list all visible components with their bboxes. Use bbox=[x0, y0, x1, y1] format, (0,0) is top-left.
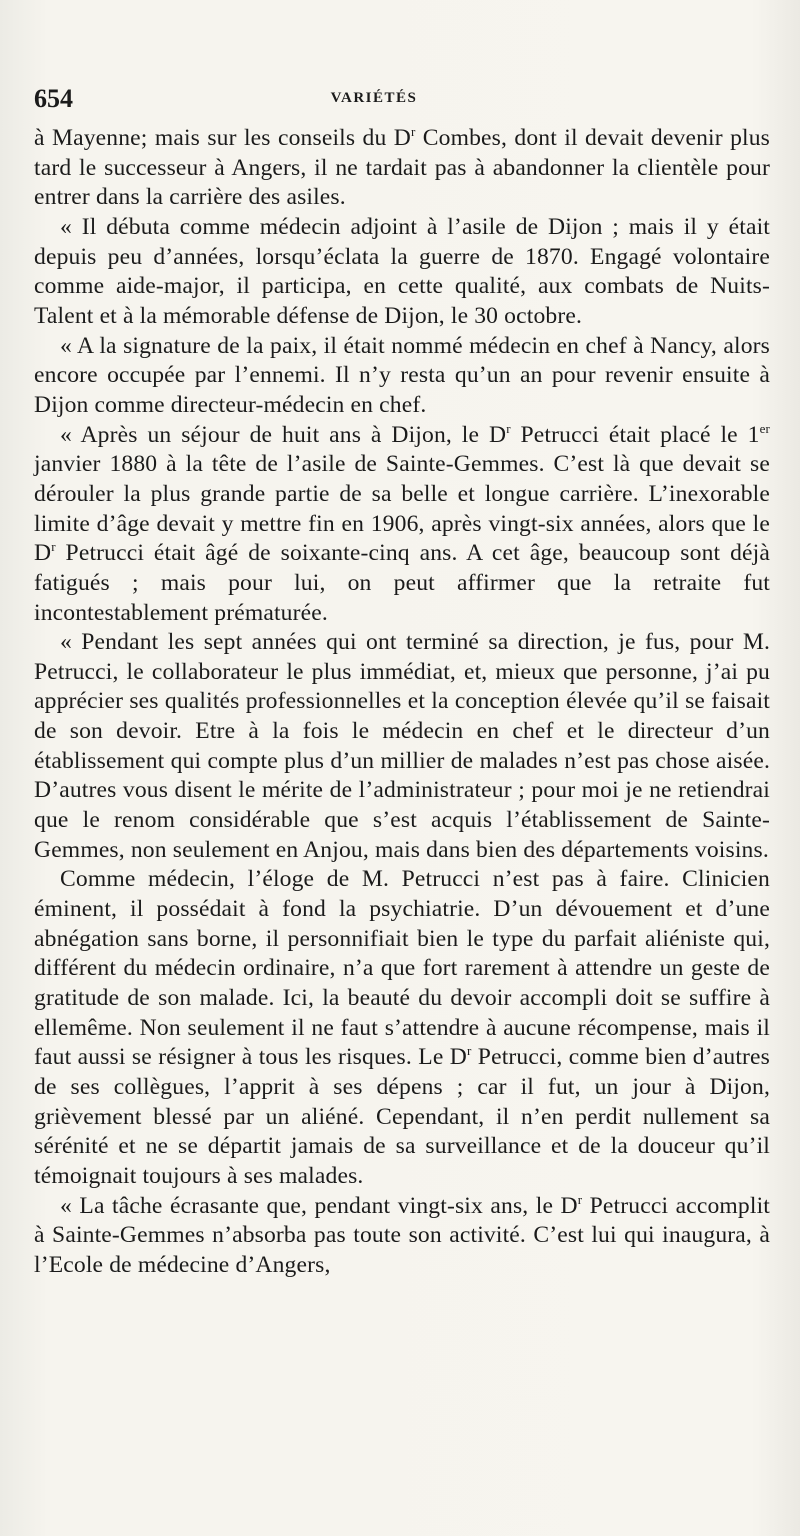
superscript: r bbox=[51, 539, 56, 555]
superscript: r bbox=[577, 1191, 583, 1207]
paragraph bbox=[34, 213, 770, 332]
page-number: 654 bbox=[34, 84, 73, 113]
body-text bbox=[34, 124, 770, 1281]
running-head bbox=[34, 84, 774, 114]
paragraph bbox=[34, 421, 770, 629]
text-run: « A la signature de la paix, il était nommé médecin en chef à Nancy, alors encore occupée par l’ennemi. Il n’y resta qu’un an pour revenir ensuite à Dijon comme directeur-médecin en chef. bbox=[34, 332, 770, 418]
running-title: VARIÉTÉS bbox=[330, 90, 418, 106]
text-run: à Mayenne; mais sur les conseils du D bbox=[34, 125, 411, 151]
superscript: r bbox=[506, 420, 511, 436]
superscript: r bbox=[410, 124, 416, 139]
text-run: « Il débuta comme médecin adjoint à l’asile de Dijon ; mais il y était depuis peu d’années, lorsqu’éclata la guerre de 1870. Engagé volontaire comme aide-major, il participa, en cette qualité, aux combats de Nuits-Talent et à la mémorable défense de Dijon, le 30 octobre. bbox=[34, 213, 770, 329]
text-run: Petrucci était âgé de soixante-cinq ans. A cet âge, beaucoup sont déjà fatigués ; mais pour lui, on peut affirmer que la retraite fut incontestablement prématurée. bbox=[34, 540, 770, 626]
text-run: Petrucci était placé le 1 bbox=[510, 421, 760, 448]
text-run: « La tâche écrasante que, pendant vingt-six ans, le D bbox=[60, 1192, 578, 1219]
paragraph bbox=[34, 865, 770, 1191]
paragraph bbox=[34, 1192, 770, 1281]
paragraph bbox=[34, 332, 770, 421]
text-run: Combes, dont il devait devenir plus tard le successeur à Angers, il ne tardait pas à abandonner la clientèle pour entrer dans la carrière des asiles. bbox=[34, 125, 770, 211]
text-run: Petrucci accomplit à Sainte-Gemmes n’absorba pas toute son activité. C’est lui qui inaugura, à l’Ecole de médecine d’Angers, bbox=[34, 1192, 770, 1278]
paragraph bbox=[34, 628, 770, 865]
text-run: « Après un séjour de huit ans à Dijon, le D bbox=[60, 421, 507, 448]
text-run: « Pendant les sept années qui ont terminé sa direction, je fus, pour M. Petrucci, le collaborateur le plus immédiat, et, mieux que personne, j’ai pu apprécier ses qualités professionnelles et la conception élevée qu’il se faisait de son devoir. Etre à la fois le médecin en chef et le directeur d’un établissement qui compte plus d’un millier de malades n’est pas chose aisée. D’autres vous disent le mérite de l’administrateur ; pour moi je ne retiendrai que le renom considérable que s’est acquis l’établissement de Sainte-Gemmes, non seulement en Anjou, mais dans bien des départements voisins. bbox=[34, 629, 770, 863]
text-run: Comme médecin, l’éloge de M. Petrucci n’est pas à faire. Clinicien éminent, il possédait à fond la psychiatrie. D’un dévouement et d’une abnégation sans borne, il personnifiait bien le type du parfait aliéniste qui, différent du médecin ordinaire, n’a que fort rarement à attendre un geste de gratitude de son malade. Ici, la beauté du devoir accompli doit se suffire à ellemême. Non seulement il ne faut s’attendre à aucune récompense, mais il faut aussi se résigner à tous les risques. Le D bbox=[34, 866, 770, 1071]
text-run: Petrucci, comme bien d’autres de ses collègues, l’apprit à ses dépens ; car il fut, un jour à Dijon, grièvement blessé par un aliéné. Cependant, il n’en perdit nullement sa sérénité et ne se départit jamais de sa surveillance et de la douceur qu’il témoignait toujours à ses malades. bbox=[34, 1044, 770, 1189]
paragraph bbox=[34, 124, 770, 213]
superscript: er bbox=[759, 420, 770, 436]
text-run: janvier 1880 à la tête de l’asile de Sainte-Gemmes. C’est là que devait se dérouler la plus grande partie de sa belle et longue carrière. L’inexorable limite d’âge devait y mettre fin en 1906, après vingt-six années, alors que le D bbox=[34, 451, 770, 567]
superscript: r bbox=[466, 1043, 472, 1059]
